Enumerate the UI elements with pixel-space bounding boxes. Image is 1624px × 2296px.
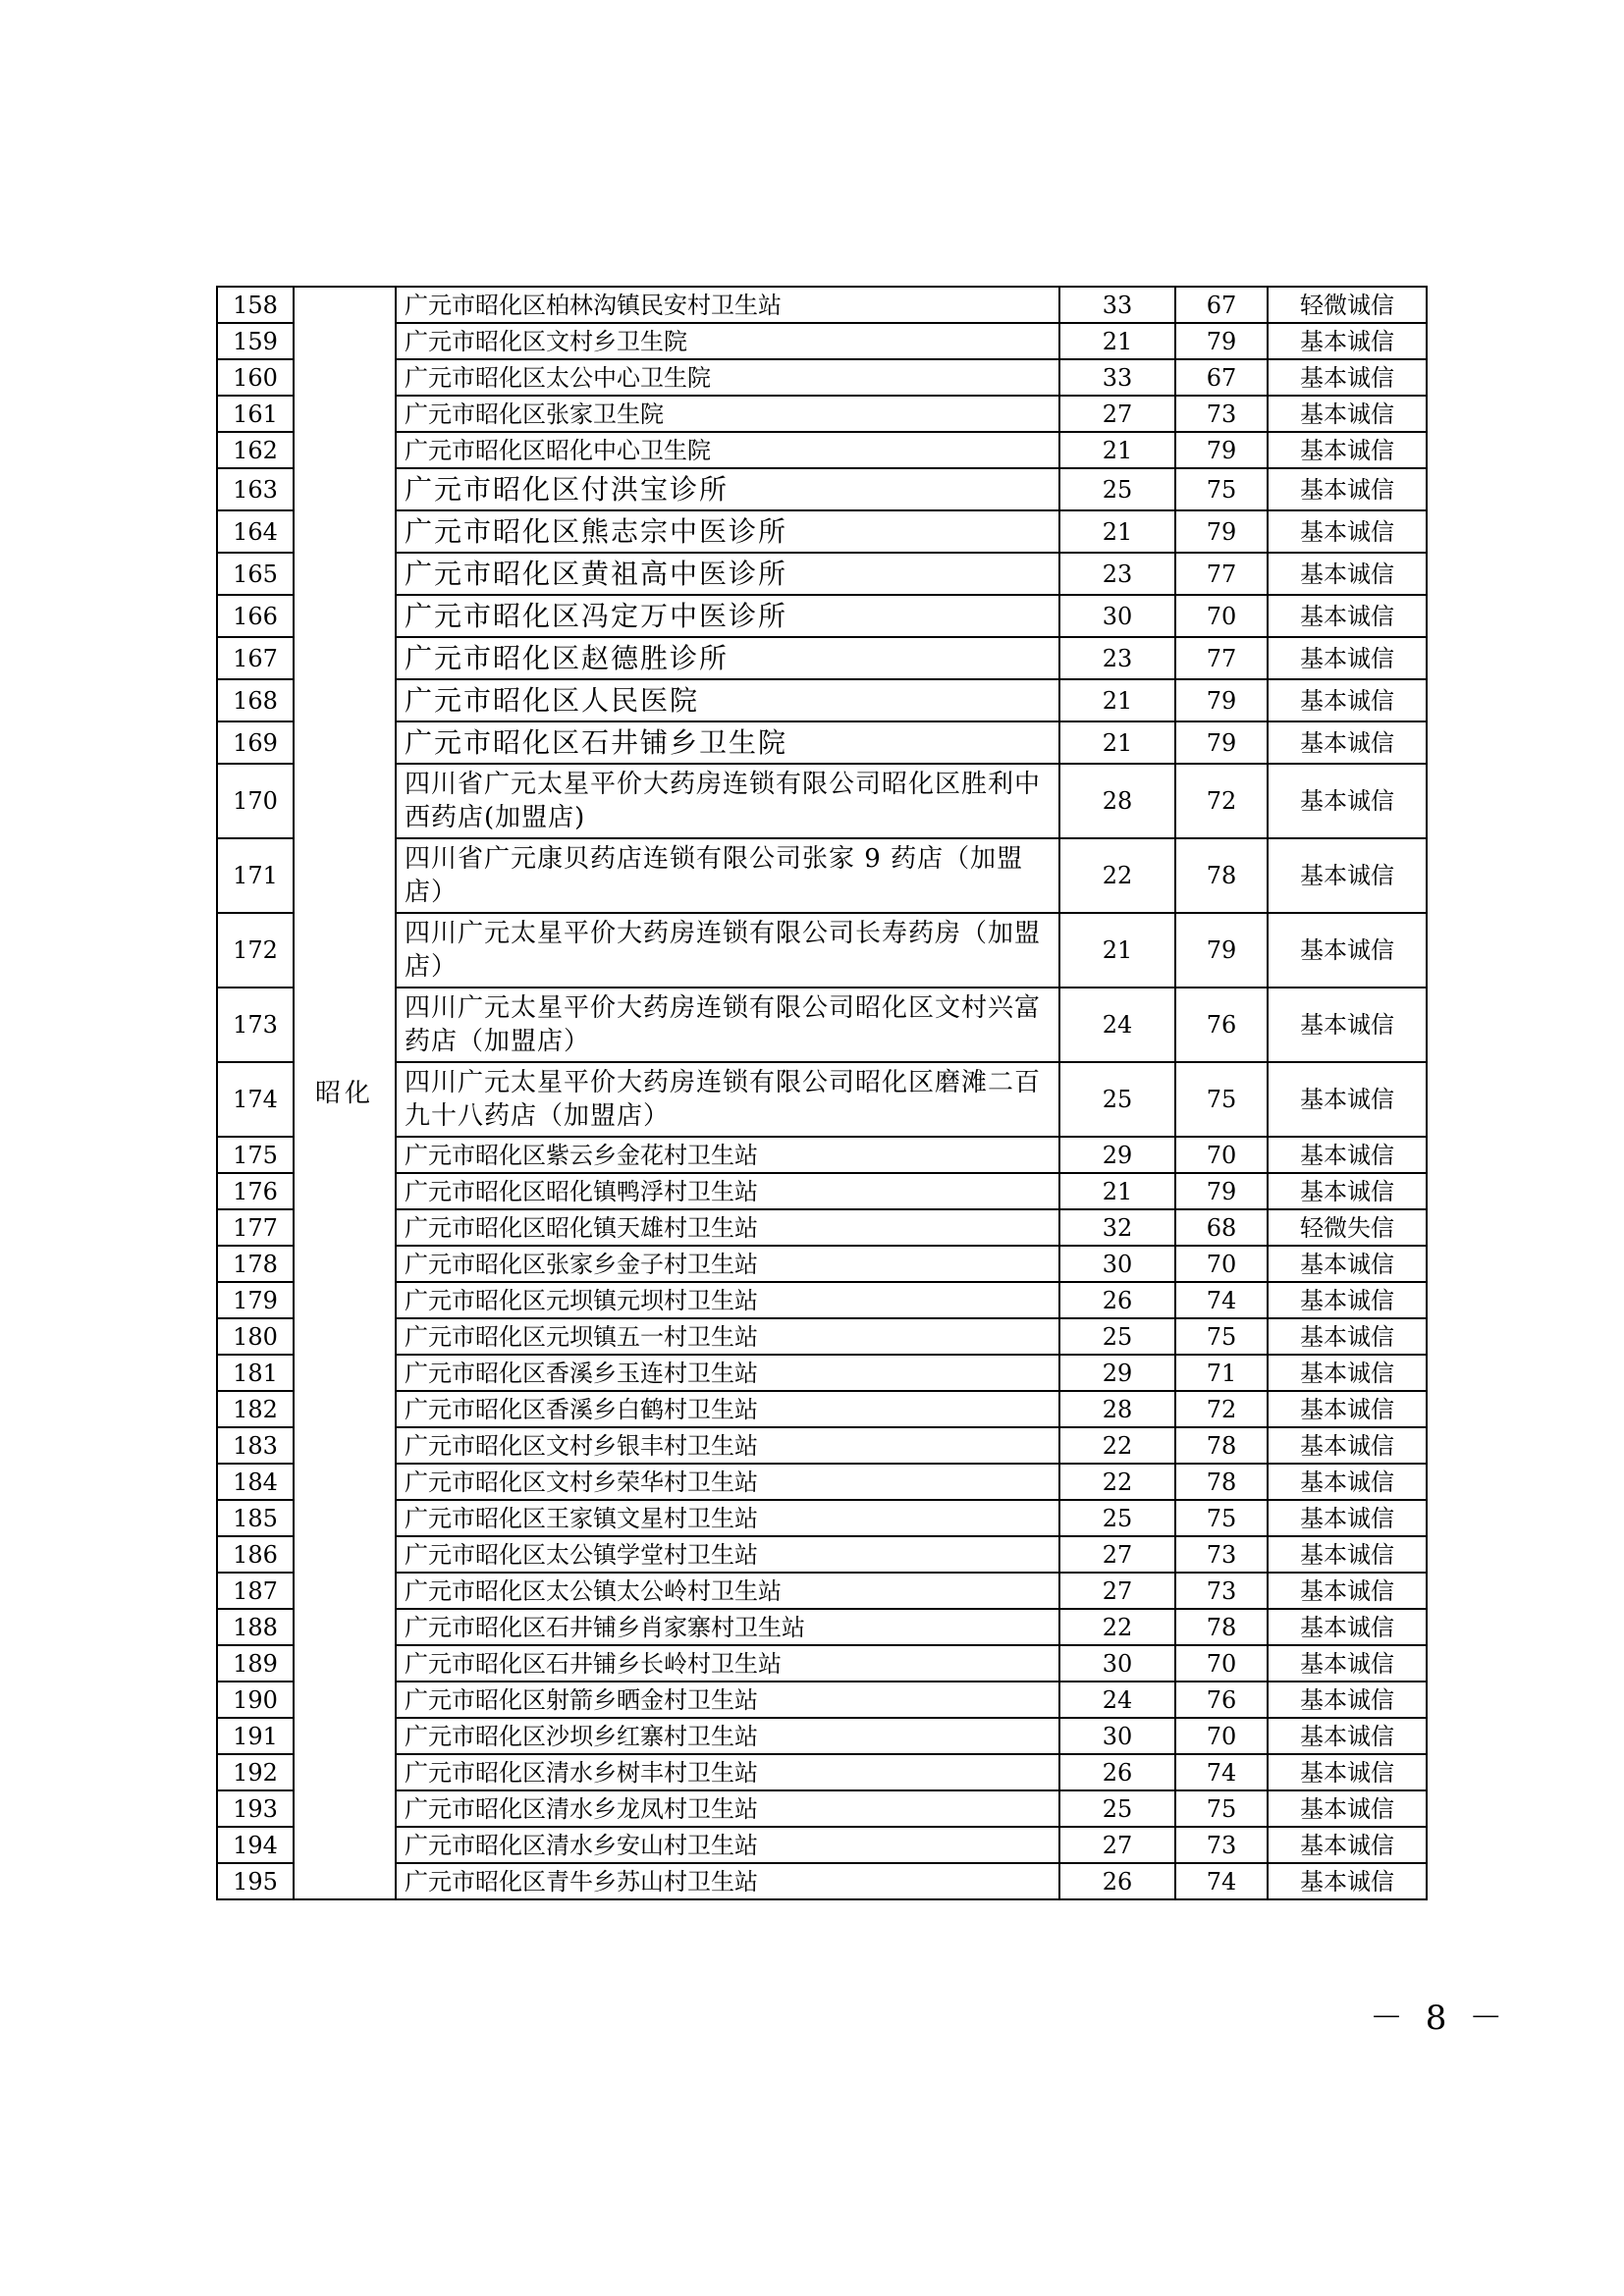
score-a: 22 (1059, 1464, 1175, 1500)
table-row (217, 721, 1427, 764)
table-row (217, 838, 1427, 913)
institution-name: 广元市昭化区昭化镇天雄村卫生站 (396, 1209, 1059, 1246)
credit-level: 基本诚信 (1268, 1500, 1427, 1536)
credit-level: 基本诚信 (1268, 1573, 1427, 1609)
institution-name: 四川省广元太星平价大药房连锁有限公司昭化区胜利中西药店(加盟店) (396, 764, 1059, 838)
institution-name: 广元市昭化区冯定万中医诊所 (396, 595, 1059, 637)
institution-name: 广元市昭化区付洪宝诊所 (396, 468, 1059, 510)
table-row (217, 637, 1427, 679)
row-number: 179 (217, 1282, 294, 1318)
row-number: 162 (217, 432, 294, 468)
row-number: 182 (217, 1391, 294, 1427)
credit-level: 基本诚信 (1268, 1790, 1427, 1827)
table-row (217, 679, 1427, 721)
table-row (217, 988, 1427, 1062)
credit-level: 基本诚信 (1268, 1318, 1427, 1355)
institution-name: 广元市昭化区清水乡龙凤村卫生站 (396, 1790, 1059, 1827)
score-a: 21 (1059, 510, 1175, 553)
institution-name: 广元市昭化区赵德胜诊所 (396, 637, 1059, 679)
score-b: 76 (1175, 988, 1268, 1062)
score-b: 79 (1175, 679, 1268, 721)
score-a: 25 (1059, 1500, 1175, 1536)
score-b: 74 (1175, 1863, 1268, 1899)
institution-name: 广元市昭化区清水乡树丰村卫生站 (396, 1754, 1059, 1790)
credit-level: 基本诚信 (1268, 1827, 1427, 1863)
score-b: 78 (1175, 1427, 1268, 1464)
table-row (217, 1246, 1427, 1282)
score-b: 70 (1175, 595, 1268, 637)
score-a: 25 (1059, 1790, 1175, 1827)
score-a: 21 (1059, 913, 1175, 988)
score-b: 79 (1175, 1173, 1268, 1209)
table-row (217, 510, 1427, 553)
credit-level: 基本诚信 (1268, 468, 1427, 510)
credit-level: 基本诚信 (1268, 510, 1427, 553)
score-a: 23 (1059, 637, 1175, 679)
score-a: 26 (1059, 1863, 1175, 1899)
score-b: 67 (1175, 359, 1268, 396)
credit-level: 基本诚信 (1268, 396, 1427, 432)
score-a: 30 (1059, 595, 1175, 637)
row-number: 187 (217, 1573, 294, 1609)
institution-name: 广元市昭化区熊志宗中医诊所 (396, 510, 1059, 553)
score-a: 29 (1059, 1137, 1175, 1173)
row-number: 166 (217, 595, 294, 637)
row-number: 178 (217, 1246, 294, 1282)
institution-name: 广元市昭化区张家卫生院 (396, 396, 1059, 432)
credit-level: 基本诚信 (1268, 1464, 1427, 1500)
score-b: 79 (1175, 323, 1268, 359)
table-row (217, 1682, 1427, 1718)
score-a: 27 (1059, 1536, 1175, 1573)
institution-name: 广元市昭化区太公镇太公岭村卫生站 (396, 1573, 1059, 1609)
row-number: 165 (217, 553, 294, 595)
table-row (217, 1137, 1427, 1173)
institution-name: 广元市昭化区香溪乡玉连村卫生站 (396, 1355, 1059, 1391)
institution-name: 广元市昭化区石井铺乡长岭村卫生站 (396, 1645, 1059, 1682)
row-number: 183 (217, 1427, 294, 1464)
score-a: 21 (1059, 721, 1175, 764)
table-row (217, 1827, 1427, 1863)
score-a: 32 (1059, 1209, 1175, 1246)
score-a: 21 (1059, 323, 1175, 359)
table-row (217, 396, 1427, 432)
credit-level: 基本诚信 (1268, 1427, 1427, 1464)
row-number: 160 (217, 359, 294, 396)
score-a: 22 (1059, 1427, 1175, 1464)
row-number: 163 (217, 468, 294, 510)
score-a: 25 (1059, 1318, 1175, 1355)
credit-table-body (217, 287, 1427, 1899)
credit-level: 基本诚信 (1268, 1282, 1427, 1318)
score-a: 23 (1059, 553, 1175, 595)
table-row (217, 1282, 1427, 1318)
table-row (217, 1318, 1427, 1355)
score-b: 75 (1175, 468, 1268, 510)
score-b: 73 (1175, 1536, 1268, 1573)
score-b: 70 (1175, 1137, 1268, 1173)
institution-name: 广元市昭化区柏林沟镇民安村卫生站 (396, 287, 1059, 323)
table-row (217, 1863, 1427, 1899)
score-a: 24 (1059, 988, 1175, 1062)
institution-name: 广元市昭化区王家镇文星村卫生站 (396, 1500, 1059, 1536)
score-b: 78 (1175, 1464, 1268, 1500)
row-number: 184 (217, 1464, 294, 1500)
credit-level: 基本诚信 (1268, 1863, 1427, 1899)
institution-name: 广元市昭化区射箭乡晒金村卫生站 (396, 1682, 1059, 1718)
row-number: 159 (217, 323, 294, 359)
score-b: 75 (1175, 1062, 1268, 1137)
score-a: 26 (1059, 1754, 1175, 1790)
score-b: 67 (1175, 287, 1268, 323)
score-b: 78 (1175, 838, 1268, 913)
row-number: 192 (217, 1754, 294, 1790)
credit-level: 基本诚信 (1268, 838, 1427, 913)
credit-level: 基本诚信 (1268, 637, 1427, 679)
table-row (217, 1391, 1427, 1427)
row-number: 167 (217, 637, 294, 679)
score-b: 75 (1175, 1790, 1268, 1827)
table-row (217, 359, 1427, 396)
credit-level: 轻微诚信 (1268, 287, 1427, 323)
credit-level: 基本诚信 (1268, 553, 1427, 595)
institution-name: 广元市昭化区沙坝乡红寨村卫生站 (396, 1718, 1059, 1754)
credit-level: 基本诚信 (1268, 359, 1427, 396)
score-b: 73 (1175, 1827, 1268, 1863)
credit-level: 基本诚信 (1268, 1137, 1427, 1173)
table-row (217, 1173, 1427, 1209)
row-number: 161 (217, 396, 294, 432)
score-b: 73 (1175, 396, 1268, 432)
credit-level: 基本诚信 (1268, 1536, 1427, 1573)
row-number: 172 (217, 913, 294, 988)
institution-name: 广元市昭化区太公镇学堂村卫生站 (396, 1536, 1059, 1573)
score-a: 30 (1059, 1718, 1175, 1754)
score-a: 21 (1059, 1173, 1175, 1209)
score-b: 77 (1175, 553, 1268, 595)
credit-level: 基本诚信 (1268, 1391, 1427, 1427)
score-a: 30 (1059, 1645, 1175, 1682)
credit-level: 基本诚信 (1268, 1609, 1427, 1645)
score-a: 33 (1059, 287, 1175, 323)
table-row (217, 1790, 1427, 1827)
credit-level: 基本诚信 (1268, 721, 1427, 764)
institution-name: 广元市昭化区文村乡荣华村卫生站 (396, 1464, 1059, 1500)
credit-level: 基本诚信 (1268, 764, 1427, 838)
institution-name: 广元市昭化区青牛乡苏山村卫生站 (396, 1863, 1059, 1899)
table-row (217, 1536, 1427, 1573)
score-b: 70 (1175, 1645, 1268, 1682)
score-b: 75 (1175, 1500, 1268, 1536)
score-b: 77 (1175, 637, 1268, 679)
score-a: 28 (1059, 1391, 1175, 1427)
institution-name: 四川广元太星平价大药房连锁有限公司昭化区文村兴富药店（加盟店） (396, 988, 1059, 1062)
row-number: 193 (217, 1790, 294, 1827)
row-number: 171 (217, 838, 294, 913)
credit-level: 基本诚信 (1268, 432, 1427, 468)
score-a: 29 (1059, 1355, 1175, 1391)
institution-name: 广元市昭化区人民医院 (396, 679, 1059, 721)
credit-level: 基本诚信 (1268, 1355, 1427, 1391)
credit-level: 基本诚信 (1268, 1173, 1427, 1209)
credit-level: 基本诚信 (1268, 913, 1427, 988)
institution-name: 广元市昭化区元坝镇五一村卫生站 (396, 1318, 1059, 1355)
score-b: 79 (1175, 432, 1268, 468)
score-a: 33 (1059, 359, 1175, 396)
table-row (217, 1573, 1427, 1609)
table-row (217, 1062, 1427, 1137)
row-number: 175 (217, 1137, 294, 1173)
score-a: 24 (1059, 1682, 1175, 1718)
institution-name: 广元市昭化区张家乡金子村卫生站 (396, 1246, 1059, 1282)
row-number: 173 (217, 988, 294, 1062)
score-b: 74 (1175, 1282, 1268, 1318)
table-row (217, 1427, 1427, 1464)
score-b: 72 (1175, 764, 1268, 838)
table-row (217, 432, 1427, 468)
table-row (217, 1609, 1427, 1645)
institution-name: 四川广元太星平价大药房连锁有限公司长寿药房（加盟店） (396, 913, 1059, 988)
table-row (217, 323, 1427, 359)
score-a: 25 (1059, 468, 1175, 510)
credit-level: 基本诚信 (1268, 1718, 1427, 1754)
row-number: 188 (217, 1609, 294, 1645)
score-b: 75 (1175, 1318, 1268, 1355)
table-row (217, 1718, 1427, 1754)
row-number: 177 (217, 1209, 294, 1246)
credit-level: 基本诚信 (1268, 323, 1427, 359)
credit-level: 基本诚信 (1268, 595, 1427, 637)
institution-name: 广元市昭化区石井铺乡卫生院 (396, 721, 1059, 764)
score-b: 74 (1175, 1754, 1268, 1790)
credit-level: 基本诚信 (1268, 1062, 1427, 1137)
institution-name: 广元市昭化区黄祖高中医诊所 (396, 553, 1059, 595)
credit-level: 基本诚信 (1268, 679, 1427, 721)
table-row (217, 1355, 1427, 1391)
row-number: 158 (217, 287, 294, 323)
score-b: 70 (1175, 1246, 1268, 1282)
institution-name: 广元市昭化区元坝镇元坝村卫生站 (396, 1282, 1059, 1318)
row-number: 164 (217, 510, 294, 553)
row-number: 189 (217, 1645, 294, 1682)
institution-name: 四川省广元康贝药店连锁有限公司张家 9 药店（加盟店） (396, 838, 1059, 913)
table-row (217, 1645, 1427, 1682)
score-b: 79 (1175, 510, 1268, 553)
score-b: 79 (1175, 721, 1268, 764)
score-a: 30 (1059, 1246, 1175, 1282)
table-row (217, 1500, 1427, 1536)
credit-level: 基本诚信 (1268, 1246, 1427, 1282)
row-number: 186 (217, 1536, 294, 1573)
score-b: 70 (1175, 1718, 1268, 1754)
institution-name: 广元市昭化区昭化镇鸭浮村卫生站 (396, 1173, 1059, 1209)
table-row (217, 1464, 1427, 1500)
institution-name: 广元市昭化区文村乡卫生院 (396, 323, 1059, 359)
page-number: － 8 － (1370, 1999, 1509, 2038)
institution-name: 广元市昭化区香溪乡白鹤村卫生站 (396, 1391, 1059, 1427)
institution-name: 四川广元太星平价大药房连锁有限公司昭化区磨滩二百九十八药店（加盟店） (396, 1062, 1059, 1137)
table-row (217, 287, 1427, 323)
score-b: 71 (1175, 1355, 1268, 1391)
score-a: 28 (1059, 764, 1175, 838)
region-cell: 昭化 (294, 287, 396, 1899)
score-a: 25 (1059, 1062, 1175, 1137)
score-a: 27 (1059, 1573, 1175, 1609)
row-number: 194 (217, 1827, 294, 1863)
score-a: 21 (1059, 679, 1175, 721)
row-number: 185 (217, 1500, 294, 1536)
score-b: 78 (1175, 1609, 1268, 1645)
row-number: 181 (217, 1355, 294, 1391)
table-row (217, 553, 1427, 595)
score-a: 27 (1059, 1827, 1175, 1863)
credit-level: 基本诚信 (1268, 1645, 1427, 1682)
row-number: 170 (217, 764, 294, 838)
credit-level: 轻微失信 (1268, 1209, 1427, 1246)
credit-level: 基本诚信 (1268, 988, 1427, 1062)
score-b: 76 (1175, 1682, 1268, 1718)
row-number: 176 (217, 1173, 294, 1209)
score-a: 22 (1059, 1609, 1175, 1645)
table-row (217, 595, 1427, 637)
score-b: 68 (1175, 1209, 1268, 1246)
row-number: 190 (217, 1682, 294, 1718)
credit-table (216, 286, 1428, 1900)
score-a: 21 (1059, 432, 1175, 468)
score-b: 79 (1175, 913, 1268, 988)
row-number: 174 (217, 1062, 294, 1137)
score-b: 73 (1175, 1573, 1268, 1609)
row-number: 168 (217, 679, 294, 721)
table-row (217, 468, 1427, 510)
institution-name: 广元市昭化区石井铺乡肖家寨村卫生站 (396, 1609, 1059, 1645)
row-number: 191 (217, 1718, 294, 1754)
score-a: 27 (1059, 396, 1175, 432)
institution-name: 广元市昭化区太公中心卫生院 (396, 359, 1059, 396)
row-number: 195 (217, 1863, 294, 1899)
table-row (217, 913, 1427, 988)
score-b: 72 (1175, 1391, 1268, 1427)
credit-level: 基本诚信 (1268, 1682, 1427, 1718)
score-a: 22 (1059, 838, 1175, 913)
table-row (217, 764, 1427, 838)
institution-name: 广元市昭化区清水乡安山村卫生站 (396, 1827, 1059, 1863)
score-a: 26 (1059, 1282, 1175, 1318)
institution-name: 广元市昭化区文村乡银丰村卫生站 (396, 1427, 1059, 1464)
row-number: 180 (217, 1318, 294, 1355)
table-row (217, 1209, 1427, 1246)
row-number: 169 (217, 721, 294, 764)
institution-name: 广元市昭化区昭化中心卫生院 (396, 432, 1059, 468)
credit-level: 基本诚信 (1268, 1754, 1427, 1790)
table-row (217, 1754, 1427, 1790)
institution-name: 广元市昭化区紫云乡金花村卫生站 (396, 1137, 1059, 1173)
